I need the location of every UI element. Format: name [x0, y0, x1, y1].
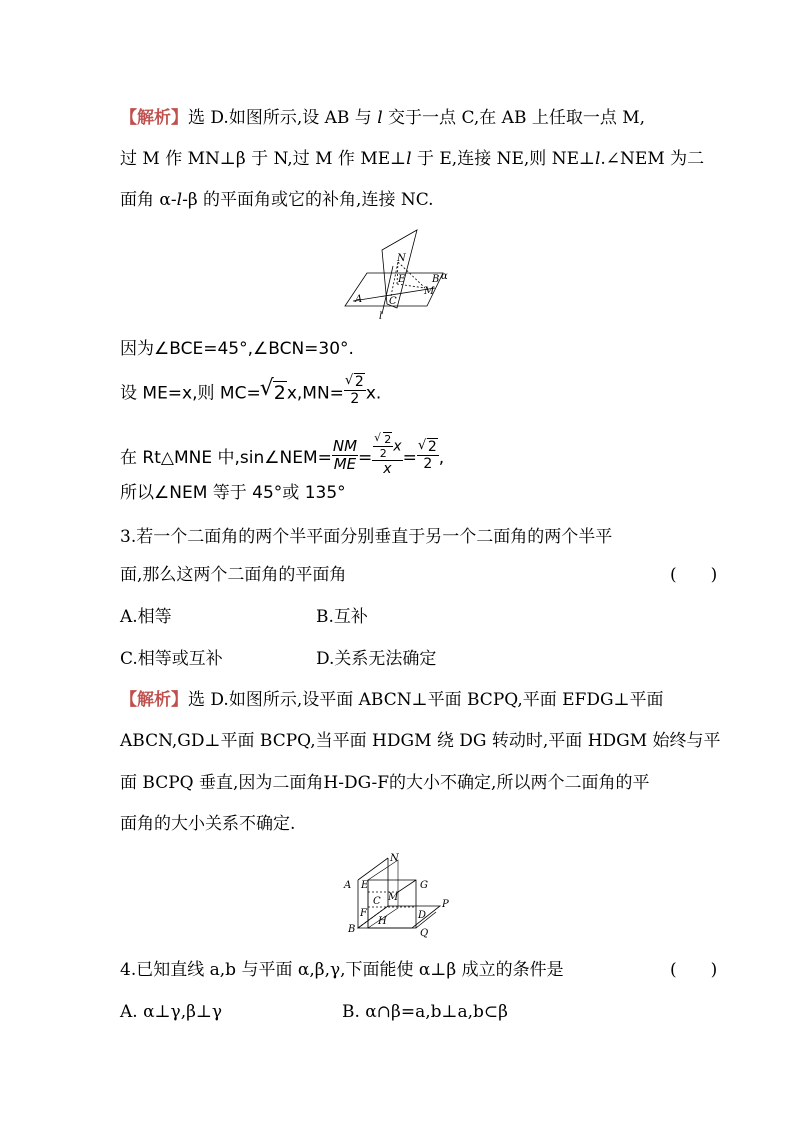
q2-step-2 — [120, 373, 382, 409]
q3-option-b: B.互补 — [316, 607, 368, 627]
analysis-tag-2: 【解析】 — [120, 690, 188, 710]
fig2-label-b: B — [348, 924, 356, 935]
fraction-nm-over-me — [332, 436, 358, 473]
q3-stem-2 — [120, 563, 720, 587]
frac1-den: 2 — [344, 390, 366, 406]
fig2-label-q: Q — [420, 928, 429, 938]
fig1-label-a: A — [355, 294, 363, 305]
q3-answer-paren: ( ) — [670, 565, 718, 585]
q3-solution-line-3: 面 BCPQ 垂直,因为二面角H-DG-F的大小不确定,所以两个二面角的平 — [120, 773, 650, 793]
sqrt-2-mc-radicand: 2 — [273, 381, 286, 404]
fig1-label-m: M — [424, 286, 435, 297]
q2-sol-text-2a: 过 M 作 MN⊥β 于 N,过 M 作 ME⊥ — [120, 149, 407, 169]
q4-stem — [120, 958, 720, 982]
q2-step3-end: , — [438, 448, 445, 468]
fraction-inner: √ 2 2 — [374, 432, 392, 460]
inner-den: 2 — [373, 446, 393, 459]
q2-step3-eq2: = — [402, 448, 417, 468]
inner-num: 2 — [384, 433, 392, 446]
sqrt-2-mc: √ 2 — [259, 375, 286, 404]
fig2-label-g: G — [420, 880, 428, 891]
fig2-label-c: C — [373, 896, 381, 907]
q4-option-a: A. α⊥γ,β⊥γ — [120, 1002, 223, 1022]
q2-sol-l-3: l — [594, 149, 601, 169]
fig2-label-d: D — [418, 910, 427, 921]
frac1-num: 2 — [354, 374, 364, 390]
q2-step2-text-a: 设 ME=x,则 MC= — [120, 383, 261, 404]
q2-sol-l-2: l — [406, 149, 412, 169]
q3-sol-text-1: 选 D.如图所示,设平面 ABCN⊥平面 BCPQ,平面 EFDG⊥平面 — [188, 690, 664, 710]
q2-solution-line-1 — [120, 106, 645, 130]
fig1-label-c: C — [389, 296, 397, 307]
fig2-label-m: M — [388, 892, 399, 903]
fig2-label-e: E — [361, 880, 369, 891]
q3-solution-line-2: ABCN,GD⊥平面 BCPQ,当平面 HDGM 绕 DG 转动时,平面 HDGM 始终与平 — [120, 731, 721, 751]
q2-sol-text-1b: 交于一点 C,在 AB 上任取一点 M, — [382, 108, 646, 128]
fraction-sqrt2-over-2-b: √ 2 2 — [417, 437, 437, 472]
q4-answer-paren: ( ) — [670, 960, 718, 980]
q2-solution-line-3 — [120, 188, 434, 212]
fig2-label-n: N — [390, 853, 399, 864]
analysis-tag: 【解析】 — [120, 108, 188, 128]
figure-dihedral-angle — [335, 228, 465, 320]
fig1-label-alpha: α — [441, 271, 448, 282]
q2-sol-text-3a: 面角 α- — [120, 190, 177, 210]
q2-sol-l-4: l — [176, 190, 183, 210]
q2-step2-text-c: x. — [365, 383, 382, 404]
q2-sol-text-2b: 于 E,连接 NE,则 NE⊥ — [411, 149, 595, 169]
q2-sol-text-2c: .∠NEM 为二 — [600, 149, 705, 169]
q3-option-a: A.相等 — [120, 607, 172, 627]
fraction-sqrt2-over-2: √ 2 2 — [344, 373, 364, 407]
frac3-num: 2 — [427, 438, 437, 455]
q2-step3-eq: = — [358, 448, 373, 468]
fig1-label-e: E — [398, 274, 406, 285]
inner-x: x — [393, 438, 402, 455]
fig1-label-n: N — [397, 253, 406, 264]
q2-step-3 — [120, 432, 445, 479]
fig2-label-a: A — [344, 880, 352, 891]
q2-sol-text-1a: 选 D.如图所示,设 AB 与 — [188, 108, 378, 128]
fig2-label-f: F — [360, 908, 367, 919]
q4-stem-text: 4.已知直线 a,b 与平面 α,β,γ,下面能使 α⊥β 成立的条件是 — [120, 960, 564, 980]
q3-solution-line-1 — [120, 688, 664, 712]
fraction-compound — [372, 434, 402, 476]
q3-stem-1: 3.若一个二面角的两个半平面分别垂直于另一个二面角的两个半平 — [120, 527, 613, 547]
q3-solution-line-4: 面角的大小关系不确定. — [120, 814, 296, 834]
q4-option-b: B. α∩β=a,b⊥a,b⊂β — [342, 1002, 508, 1022]
fig2-label-h: H — [378, 916, 387, 927]
fig1-label-l: l — [379, 311, 383, 320]
q2-step-1: 因为∠BCE=45°,∠BCN=30°. — [120, 339, 354, 359]
q3-stem-2-text: 面,那么这两个二面角的平面角 — [120, 565, 347, 585]
q3-option-c: C.相等或互补 — [120, 649, 223, 669]
q3-option-d: D.关系无法确定 — [316, 649, 437, 669]
q2-sol-text-3b: -β 的平面角或它的补角,连接 NC. — [182, 190, 434, 210]
q2-step-4: 所以∠NEM 等于 45°或 135° — [120, 483, 346, 503]
q2-sol-l-1: l — [377, 108, 383, 128]
q2-solution-line-2 — [120, 147, 704, 171]
q2-step2-text-b: x,MN= — [286, 383, 344, 404]
fig2-label-p: P — [442, 899, 449, 910]
figure-perpendicular-planes — [340, 852, 460, 938]
frac-me: ME — [333, 454, 357, 473]
q2-step3-text-a: 在 Rt△MNE 中,sin∠NEM= — [120, 448, 332, 468]
frac3-den: 2 — [417, 455, 439, 471]
compound-den: x — [372, 460, 402, 476]
fig1-label-b: B — [432, 274, 440, 285]
frac-nm: NM — [332, 436, 358, 455]
